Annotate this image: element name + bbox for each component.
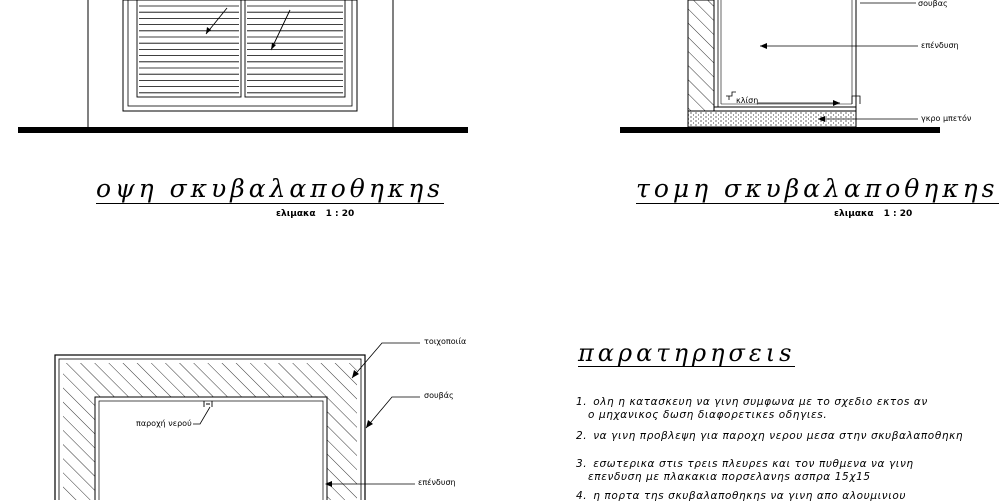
note-number: 1. xyxy=(576,396,588,408)
plan-label-render: σουβάς xyxy=(424,391,454,400)
note-line: επενδυση με πλακακια πορσελανηs ασπρα 15χ15 xyxy=(588,471,871,483)
section-view-title: τομη σκυβαλαποθηκηs xyxy=(636,174,999,203)
plan-wall-inner xyxy=(95,397,327,500)
section-label-slope: κλίση xyxy=(736,96,759,105)
note-number: 2. xyxy=(576,430,588,442)
section-scale-label: ελιμακα xyxy=(834,209,874,219)
section-label-render: σουβας xyxy=(918,0,948,8)
door-frame-inner xyxy=(128,0,352,106)
tap-symbol xyxy=(726,92,736,100)
note-item-2 xyxy=(576,430,963,443)
note-item-1 xyxy=(576,396,928,409)
note-item-3 xyxy=(576,458,914,471)
plan-label-finish: επένδυση xyxy=(418,478,456,487)
note-line: ολη η κατασκευη να γινη συμφωνα με το σχεδιο εκτοs αν xyxy=(593,396,928,408)
plan-finish-line xyxy=(99,401,323,500)
note-line: να γινη προβλεψη για παροχη νερου μεσα στην σκυβαλαποθηκη xyxy=(593,430,964,442)
shutter-panel-right xyxy=(245,0,345,97)
section-label-concrete: γκρο μπετόν xyxy=(921,114,972,123)
section-view-scale xyxy=(834,209,912,219)
plan-wall-hatch xyxy=(63,363,357,500)
leader-masonry xyxy=(352,343,420,378)
leader-water xyxy=(193,407,210,424)
arrowhead-right xyxy=(271,43,276,50)
arrowhead-slope xyxy=(833,100,840,106)
shutter-panel-left xyxy=(137,0,241,97)
front-scale-label: ελιμακα xyxy=(276,209,316,219)
water-supply-symbol xyxy=(204,401,212,407)
note-number: 4. xyxy=(576,490,588,502)
plan-label-water: παροχή νερού xyxy=(136,419,192,428)
front-scale-value: 1 : 20 xyxy=(325,209,355,219)
section-label-finish: επένδυση xyxy=(921,41,959,50)
note-line: εσωτερικα στιs τρειs πλευρεs και τον πυθμενα να γινη xyxy=(593,458,914,470)
notes-title: παρατηρησειs xyxy=(578,339,796,367)
note-number: 3. xyxy=(576,458,588,470)
note-item-1-cont xyxy=(588,409,827,422)
section-scale-value: 1 : 20 xyxy=(883,209,913,219)
arrowhead-finish xyxy=(760,43,767,49)
section-wall xyxy=(688,0,714,111)
leader-render-plan xyxy=(366,397,420,428)
plan-label-masonry: τοιχοποιία xyxy=(424,337,467,346)
note-line: ο μηχανικος δωση διαφορετικεs οδηγιεs. xyxy=(588,409,828,421)
front-elevation-drawing xyxy=(18,0,468,133)
note-item-3-cont xyxy=(588,471,871,484)
note-item-4 xyxy=(576,490,906,503)
section-drawing xyxy=(620,0,940,133)
plan-drawing xyxy=(55,343,420,500)
ground-slab-section xyxy=(620,127,940,133)
note-line: η πορτα τηs σκυβαλαποθηκηs να γινη απο αλουμινιου xyxy=(593,490,907,502)
front-view-scale xyxy=(276,209,354,219)
front-view-title: οψη σκυβαλαποθηκηs xyxy=(96,174,445,203)
ground-slab xyxy=(18,127,468,133)
